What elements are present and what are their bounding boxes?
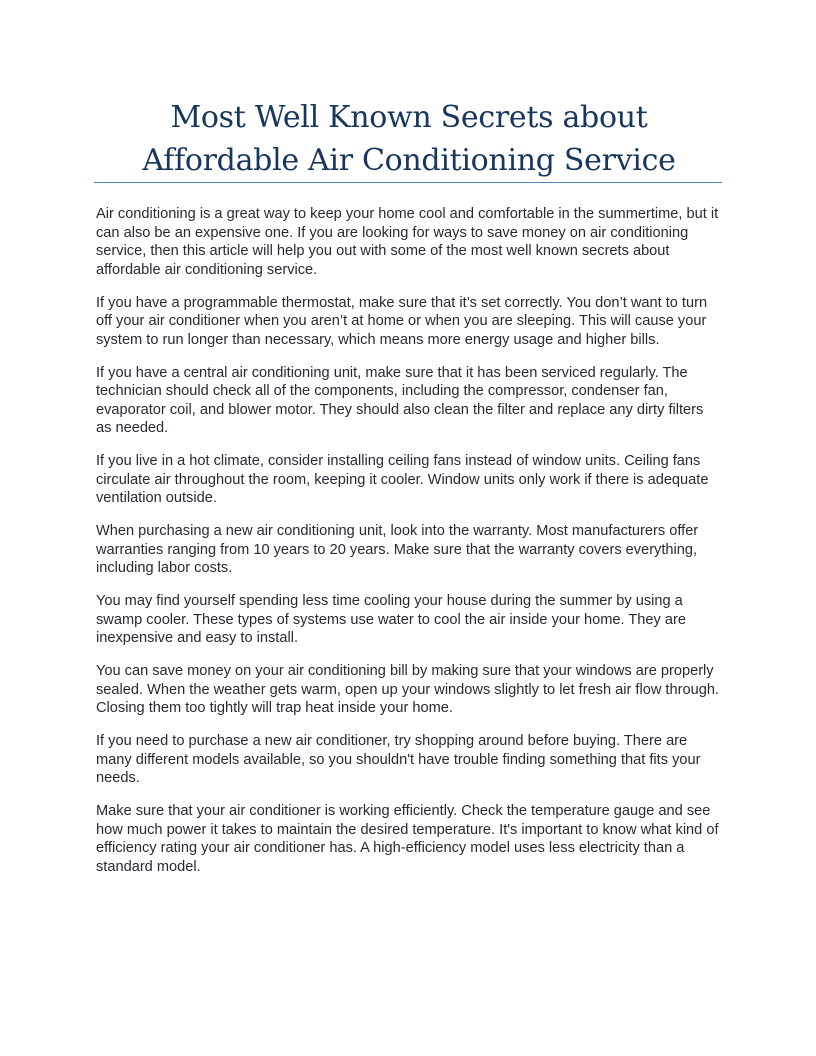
paragraph-shopping: If you need to purchase a new air conditioner, try shopping around before buying. There are many different models available, so you shouldn't have trouble finding something that fits your needs. (96, 733, 701, 786)
paragraph-central-unit: If you have a central air conditioning unit, make sure that it has been serviced regularly. The technician should check all of the components, including the compressor, condenser fan, evaporator coil, and blower motor. They should also clean the filter and replace any dirty filters as needed. (96, 364, 704, 436)
paragraph-efficiency: Make sure that your air conditioner is working efficiently. Check the temperature gauge and see how much power it takes to maintain the desired temperature. It's important to know what kind of efficiency rating your air conditioner has. A high-efficiency model uses less electricity than a standard model. (96, 803, 719, 875)
paragraph-swamp-cooler: You may find yourself spending less time cooling your house during the summer by using a swamp cooler. These types of systems use water to cool the air inside your home. They are inexpensive and easy to install. (96, 593, 686, 646)
document-title-line-2: Affordable Air Conditioning Service (142, 143, 676, 178)
paragraph-intro: Air conditioning is a great way to keep your home cool and comfortable in the summertime, but it can also be an expensive one. If you are looking for ways to save money on air conditioning service, then this article will help you out with some of the most well known secrets about affordable air conditioning service. (96, 206, 719, 278)
document-title-line-1: Most Well Known Secrets about (170, 100, 648, 135)
paragraph-ceiling-fans: If you live in a hot climate, consider installing ceiling fans instead of window units. Ceiling fans circulate air throughout the room, keeping it cooler. Window units only work if there is adequate ventilation outside. (96, 453, 709, 506)
paragraph-thermostat: If you have a programmable thermostat, make sure that it’s set correctly. You don’t want to turn off your air conditioner when you aren’t at home or when you are sleeping. This will cause your system to run longer than necessary, which means more energy usage and higher bills. (96, 294, 708, 348)
paragraph-warranty: When purchasing a new air conditioning unit, look into the warranty. Most manufacturers offer warranties ranging from 10 years to 20 years. Make sure that the warranty covers everything, including labor costs. (96, 523, 699, 576)
document-body (96, 205, 722, 891)
title-underline-divider (94, 182, 722, 183)
paragraph-windows: You can save money on your air conditioning bill by making sure that your windows are properly sealed. When the weather gets warm, open up your windows slightly to let fresh air flow through. Closing them too tightly will trap heat inside your home. (96, 663, 719, 716)
document-title (96, 96, 722, 182)
